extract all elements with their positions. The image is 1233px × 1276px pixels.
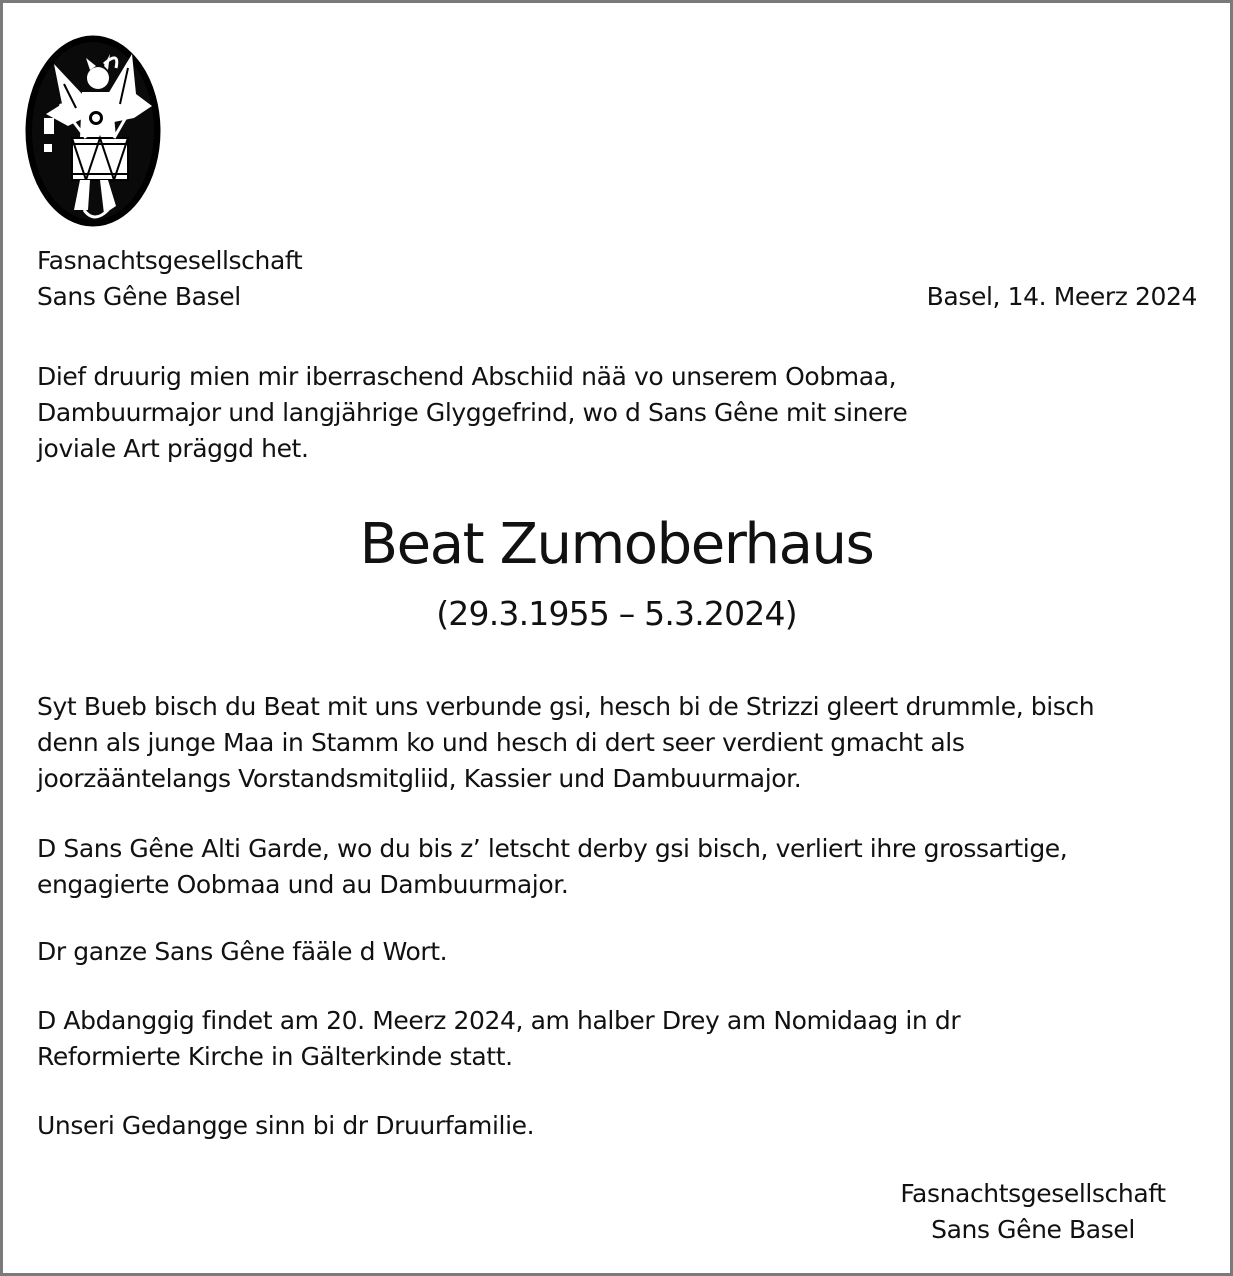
drummer-devil-logo-icon: [24, 34, 162, 229]
signature-line: Fasnachtsgesellschaft: [900, 1179, 1166, 1208]
text-line: Dambuurmajor und langjährige Glyggefrind, wo d Sans Gêne mit sinere: [37, 398, 908, 427]
organization-header: [37, 243, 302, 315]
org-name-line: Fasnachtsgesellschaft: [37, 246, 303, 275]
text-line: denn als junge Maa in Stamm ko und hesch di dert seer verdient gmacht als: [37, 728, 965, 757]
text-line: joviale Art präggd het.: [37, 434, 309, 463]
text-line: Syt Bueb bisch du Beat mit uns verbunde gsi, hesch bi de Strizzi gleert drummle, bisch: [37, 692, 1095, 721]
signature-block: [873, 1176, 1193, 1248]
text-line: Unseri Gedangge sinn bi dr Druurfamilie.: [37, 1111, 535, 1140]
signature-line: Sans Gêne Basel: [931, 1215, 1135, 1244]
text-line: D Abdanggig findet am 20. Meerz 2024, am halber Drey am Nomidaag in dr: [37, 1006, 961, 1035]
body-paragraph: [37, 831, 1207, 903]
text-line: D Sans Gêne Alti Garde, wo du bis z’ letscht derby gsi bisch, verliert ihre grossartige,: [37, 834, 1068, 863]
text-line: engagierte Oobmaa und au Dambuurmajor.: [37, 870, 569, 899]
org-name-line: Sans Gêne Basel: [37, 282, 241, 311]
text-line: Dr ganze Sans Gêne fääle d Wort.: [37, 937, 448, 966]
body-paragraph: [37, 934, 1207, 970]
text-line: joorzääntelangs Vorstandsmitgliid, Kassier und Dambuurmajor.: [37, 764, 802, 793]
deceased-name: Beat Zumoberhaus: [359, 512, 874, 577]
text-line: Dief druurig mien mir iberraschend Abschiid nää vo unserem Oobmaa,: [37, 362, 897, 391]
intro-paragraph: [37, 359, 1037, 467]
body-paragraph: [37, 1108, 1207, 1144]
notice-date: Basel, 14. Meerz 2024: [926, 282, 1197, 311]
text-line: Reformierte Kirche in Gälterkinde statt.: [37, 1042, 513, 1071]
body-paragraph: [37, 689, 1207, 797]
funeral-info-paragraph: [37, 1003, 1207, 1075]
life-dates: (29.3.1955 – 5.3.2024): [436, 594, 797, 633]
